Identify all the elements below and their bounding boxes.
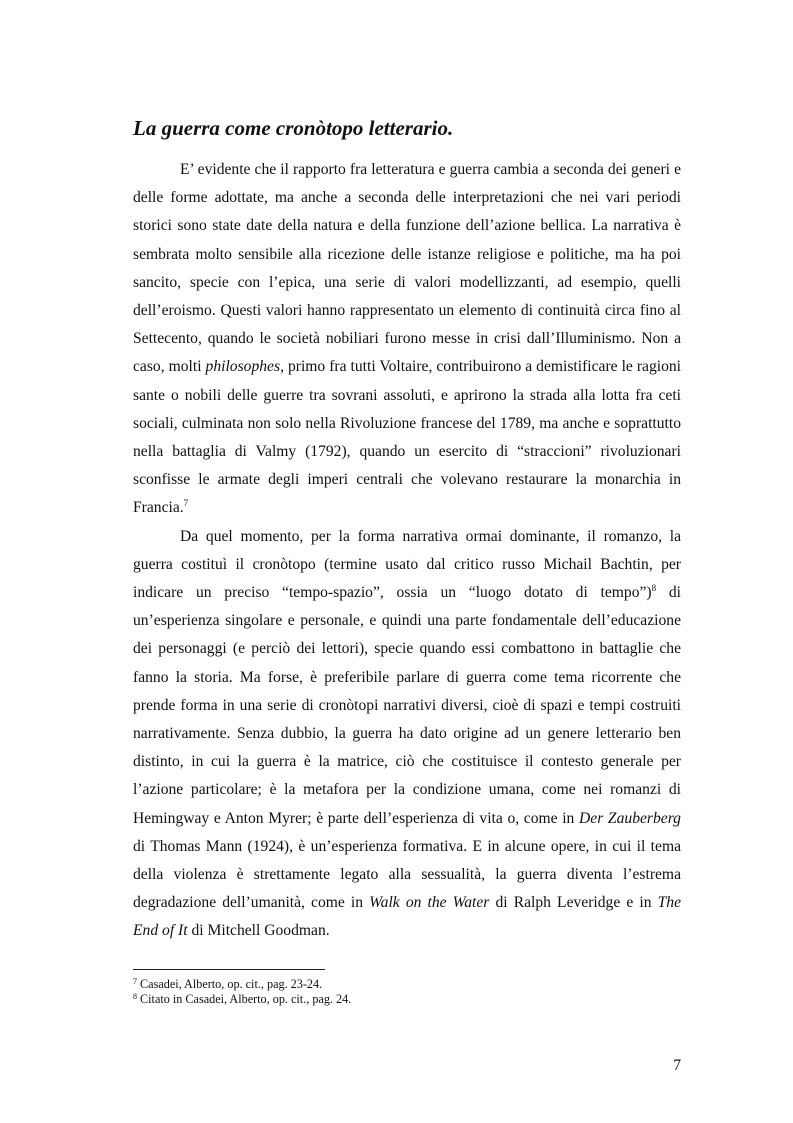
paragraph-2 [133,523,681,946]
paragraph-2-text-4: di Ralph Leveridge e in [489,894,658,912]
paragraph-1-text-1: E’ evidente che il rapporto fra letteratura e guerra cambia a seconda dei generi e delle forme adottate, ma anche a seconda delle interpretazioni che nei vari periodi storici sono state date della natura e della funzione dell’azione bellica. La narrativa è sembrata molto sensibile alla ricezione delle istanze religiose e politiche, ma ha poi sancito, specie con l’epica, una serie di valori modellizzanti, ad esempio, quelli dell’eroismo. Questi valori hanno rappresentato un elemento di continuità circa fino al Settecento, quando le società nobiliari furono messe in crisi dall’Illuminismo. Non a caso, molti [133,161,681,376]
footnote-ref-7[interactable]: 7 [183,498,189,509]
footnotes [133,977,681,1007]
paragraph-1 [133,156,681,523]
footnote-divider [133,969,325,970]
paragraph-1-text-2: , primo fra tutti Voltaire, contribuirono a demistificare le ragioni sante o nobili delle guerre tra sovrani assoluti, e aprirono la strada alla lotta fra ceti sociali, culminata non solo nella Rivoluzione francese del 1789, ma anche e soprattutto nella battaglia di Valmy (1792), quando un esercito di “straccioni” rivoluzionari sconfisse le armate degli imperi centrali che volevano restaurare la monarchia in Francia. [133,358,681,517]
footnote-8 [133,992,681,1007]
paragraph-2-italic-the-end-of-it: The End of It [133,894,681,940]
paragraph-2-text-3: di Thomas Mann (1924), è un’esperienza formativa. E in alcune opere, in cui il tema della violenza è strettamente legato alla sessualità, la guerra diventa l’estrema degradazione dell’umanità, come in [133,837,681,912]
section-title: La guerra come cronòtopo letterario. [133,116,454,140]
page-number: 7 [673,1057,681,1074]
footnote-7 [133,977,681,992]
footnote-text: Casadei, Alberto, op. cit., pag. 23-24. [137,977,323,991]
paragraph-2-italic-walk-on-the-water: Walk on the Water [369,894,490,912]
document-page [133,0,681,1123]
footnote-ref-8[interactable]: 8 [651,583,657,594]
footnote-number: 8 [133,992,137,1001]
paragraph-2-italic-der-zauberberg: Der Zauberberg [579,809,681,827]
paragraph-2-text-2: di un’esperienza singolare e personale, e quindi una parte fondamentale dell’educazione dei personaggi (e perciò dei lettori), specie quando essi combattono in battaglie che fanno la storia. Ma forse, è preferibile parlare di guerra come tema ricorrente che prende forma in una serie di cronòtopi narrativi diversi, cioè di spazi e tempi costruiti narrativamente. Senza dubbio, la guerra ha dato origine ad un genere letterario ben distinto, in cui la guerra è la matrice, ciò che costituisce il contesto generale per l’azione particolare; è la metafora per la condizione umana, come nei romanzi di Hemingway e Anton Myrer; è parte dell’esperienza di vita o, come in [133,584,682,827]
footnote-number: 7 [133,977,137,986]
footnote-text: Citato in Casadei, Alberto, op. cit., pag. 24. [137,992,352,1006]
paragraph-2-text-5: di Mitchell Goodman. [187,922,330,940]
body-text [133,156,681,946]
paragraph-1-italic-philosophes: philosophes [205,358,281,376]
paragraph-2-text-1: Da quel momento, per la forma narrativa ormai dominante, il romanzo, la guerra costituì il cronòtopo (termine usato dal critico russo Michail Bachtin, per indicare un preciso “tempo-spazio”, ossia un “luogo dotato di tempo”) [133,527,681,602]
